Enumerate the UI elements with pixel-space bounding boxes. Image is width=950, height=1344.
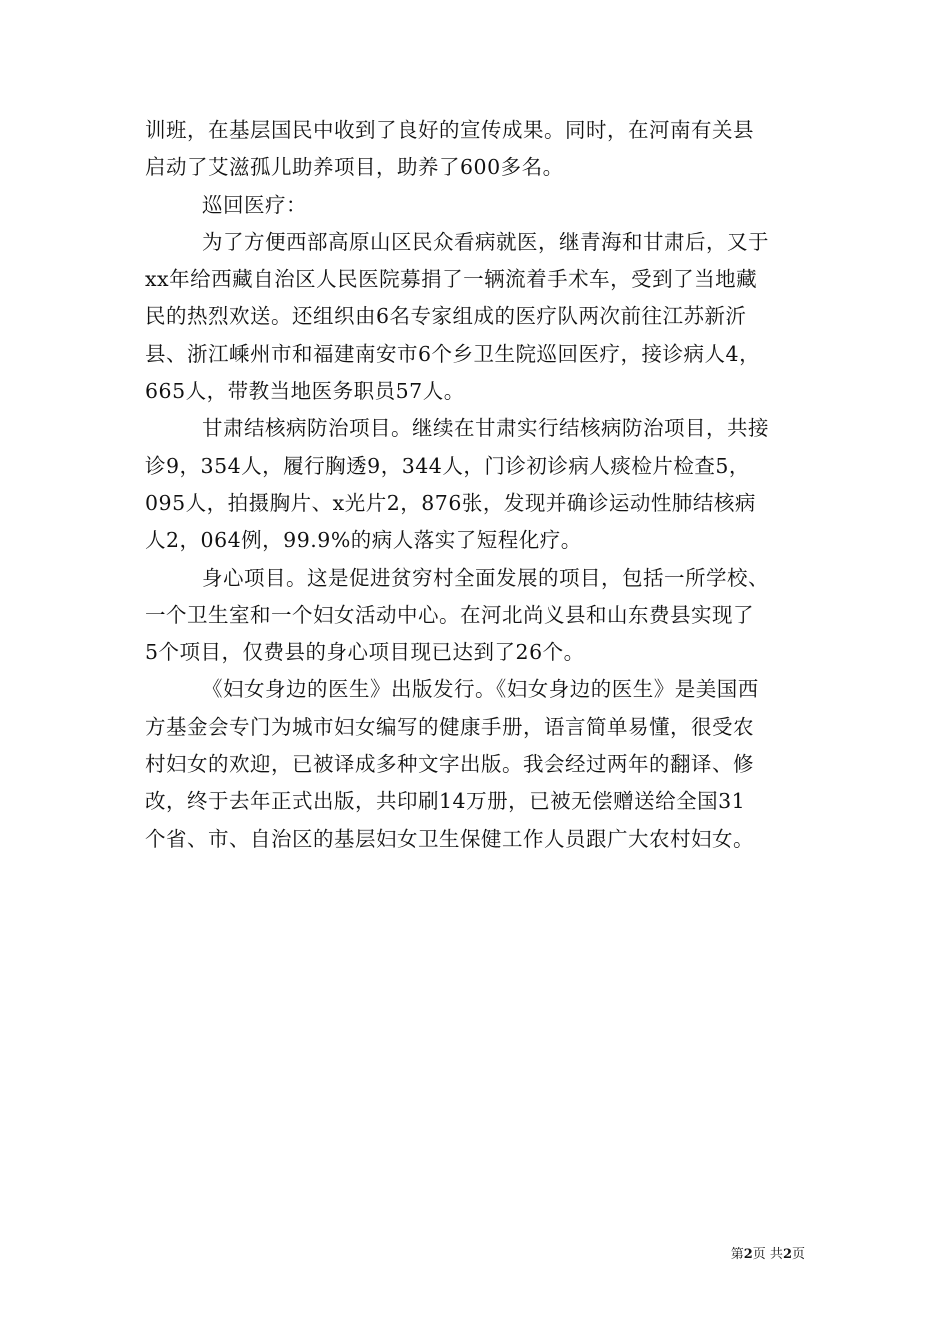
text-line: 个省、市、自治区的基层妇女卫生保健工作人员跟广大农村妇女。 [145,826,754,851]
text-line: 民的热烈欢送。还组织由6名专家组成的医疗队两次前往江苏新沂 [145,304,747,329]
text-line: 095人，拍摄胸片、x光片2，876张，发现并确诊运动性肺结核病 [145,490,756,515]
footer-suffix: 页 [791,1247,805,1262]
text-line: 改，终于去年正式出版，共印刷14万册，已被无偿赠送给全国31 [145,789,746,814]
text-line: 县、浙江嵊州市和福建南安市6个乡卫生院巡回医疗，接诊病人4， [145,341,761,366]
section-heading: 巡回医疗： [202,192,307,217]
text-line: 5个项目，仅费县的身心项目现已达到了26个。 [145,640,585,665]
text-line: 村妇女的欢迎，已被译成多种文字出版。我会经过两年的翻译、修 [145,752,754,777]
text-line: 启动了艾滋孤儿助养项目，助养了600多名。 [145,155,564,180]
total-pages-number: 2 [782,1247,792,1262]
text-line: 身心项目。这是促进贫穷村全面发展的项目，包括一所学校、 [202,565,769,590]
current-page-number: 2 [743,1247,753,1262]
footer-middle: 页 共 [752,1247,783,1262]
document-body [145,112,810,858]
text-line: 方基金会专门为城市妇女编写的健康手册，语言简单易懂，很受农 [145,714,754,739]
text-line: 《妇女身边的医生》出版发行。《妇女身边的医生》是美国西 [202,677,759,702]
text-line: 诊9，354人，履行胸透9，344人，门诊初诊病人痰检片检查5， [145,453,750,478]
text-line: xx年给西藏自治区人民医院募捐了一辆流着手术车，受到了当地藏 [145,267,758,292]
text-line: 甘肃结核病防治项目。继续在甘肃实行结核病防治项目，共接 [202,416,769,441]
text-line: 665人，带教当地医务职员57人。 [145,379,465,404]
text-line: 训班，在基层国民中收到了良好的宣传成果。同时，在河南有关县 [145,118,754,142]
text-line: 一个卫生室和一个妇女活动中心。在河北尚义县和山东费县实现了 [145,602,754,627]
text-line: 人2，064例，99.9%的病人落实了短程化疗。 [145,528,582,553]
footer-prefix: 第 [730,1247,744,1262]
page-footer [731,1246,805,1264]
text-line: 为了方便西部高原山区民众看病就医，继青海和甘肃后，又于 [202,229,769,254]
